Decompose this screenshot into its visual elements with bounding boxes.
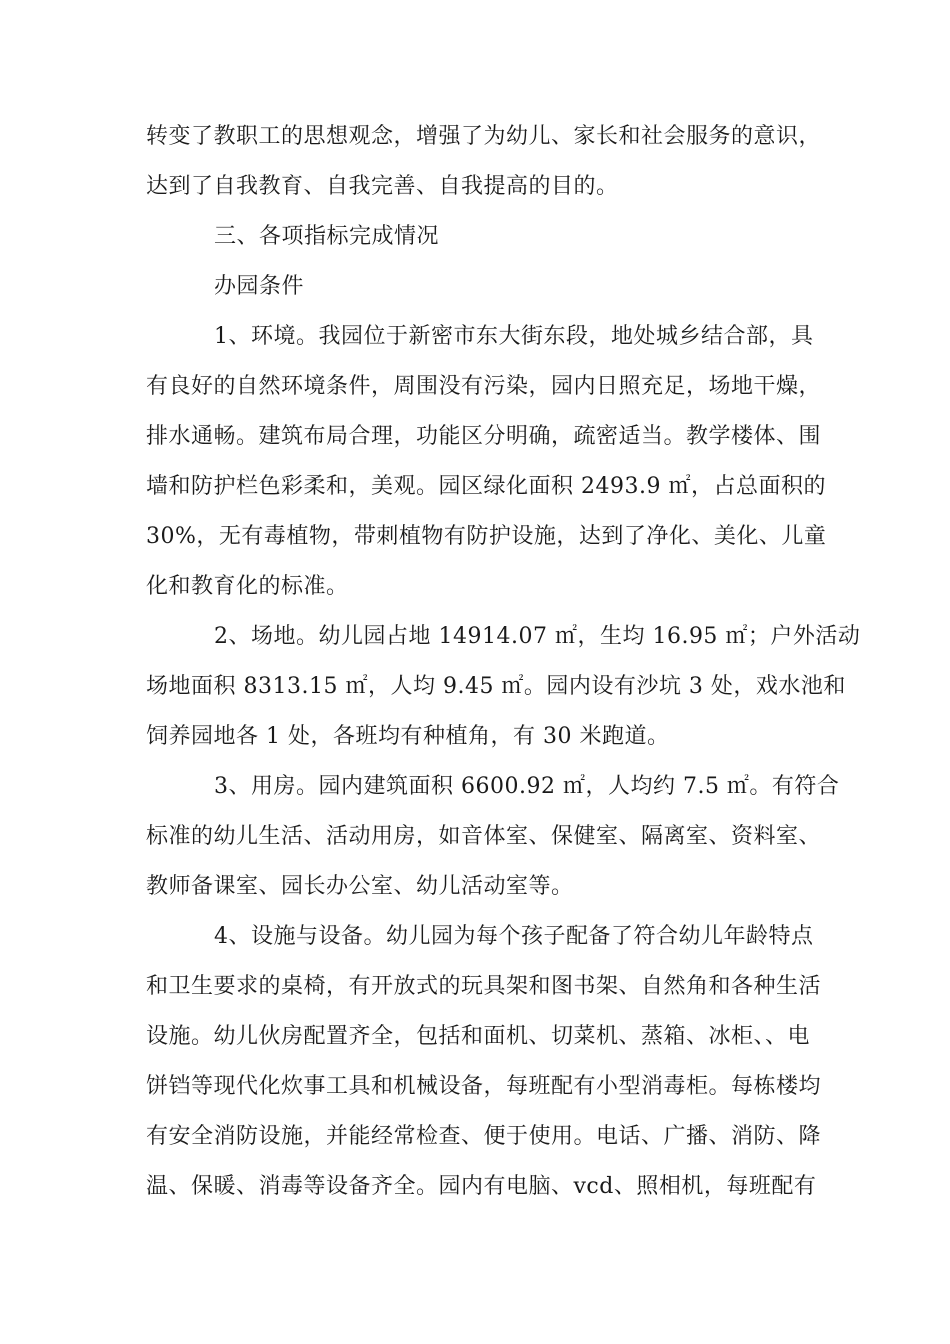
paragraph-line: 2、场地。幼儿园占地 14914.07 ㎡，生均 16.95 ㎡；户外活动 (214, 624, 861, 649)
paragraph-line: 场地面积 8313.15 ㎡，人均 9.45 ㎡。园内设有沙坑 3 处，戏水池和 (146, 674, 846, 699)
paragraph-line: 温、保暖、消毒等设备齐全。园内有电脑、vcd、照相机，每班配有 (146, 1174, 817, 1199)
paragraph-line: 有良好的自然环境条件，周围没有污染，园内日照充足，场地干燥， (146, 374, 822, 399)
paragraph-line: 达到了自我教育、自我完善、自我提高的目的。 (146, 174, 619, 199)
paragraph-line: 排水通畅。建筑布局合理，功能区分明确，疏密适当。教学楼体、围 (146, 424, 822, 449)
paragraph-line: 4、设施与设备。幼儿园为每个孩子配备了符合幼儿年龄特点 (214, 924, 814, 949)
paragraph-line: 设施。幼儿伙房配置齐全，包括和面机、切菜机、蒸箱、冰柜、、电 (146, 1024, 811, 1049)
paragraph-line: 标准的幼儿生活、活动用房，如音体室、保健室、隔离室、资料室、 (146, 824, 822, 849)
paragraph-line: 1、环境。我园位于新密市东大街东段，地处城乡结合部，具 (214, 324, 814, 349)
paragraph-line: 3、用房。园内建筑面积 6600.92 ㎡，人均约 7.5 ㎡。有符合 (214, 774, 840, 799)
paragraph-line: 和卫生要求的桌椅，有开放式的玩具架和图书架、自然角和各种生活 (146, 974, 822, 999)
paragraph-line: 墙和防护栏色彩柔和，美观。园区绿化面积 2493.9 ㎡，占总面积的 (146, 474, 826, 499)
paragraph-line: 教师备课室、园长办公室、幼儿活动室等。 (146, 874, 574, 899)
paragraph-line: 转变了教职工的思想观念，增强了为幼儿、家长和社会服务的意识， (146, 124, 822, 149)
paragraph-line: 化和教育化的标准。 (146, 574, 349, 599)
paragraph-line: 有安全消防设施，并能经常检查、便于使用。电话、广播、消防、降 (146, 1124, 822, 1149)
paragraph-line: 30%，无有毒植物，带刺植物有防护设施，达到了净化、美化、儿童 (146, 524, 827, 549)
section-heading: 三、各项指标完成情况 (214, 224, 440, 249)
paragraph-line: 饲养园地各 1 处，各班均有种植角，有 30 米跑道。 (146, 724, 670, 749)
paragraph-line: 饼铛等现代化炊事工具和机械设备，每班配有小型消毒柜。每栋楼均 (146, 1074, 822, 1099)
subsection-heading: 办园条件 (214, 274, 305, 299)
